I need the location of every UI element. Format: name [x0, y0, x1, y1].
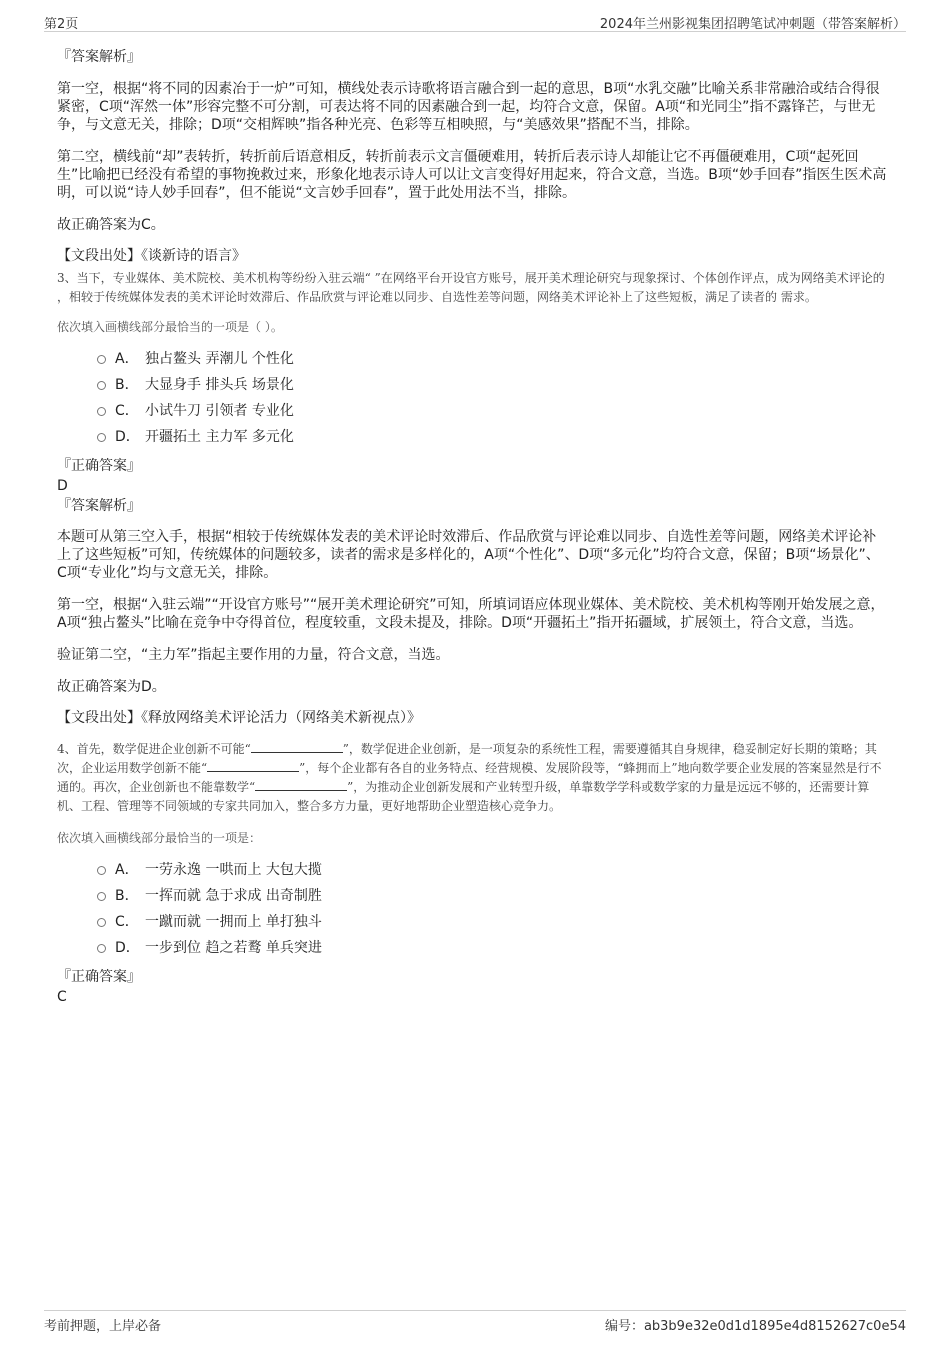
conclusion-text: 故正确答案为D。 — [57, 679, 166, 695]
fill-blank — [207, 760, 299, 772]
option-c[interactable]: C． 小试牛刀 引领者 专业化 — [97, 398, 889, 424]
radio-icon[interactable] — [97, 866, 106, 875]
analysis-paragraph: 第二空，横线前“却”表转折，转折前后语意相反，转折前表示文言僵硬难用，转折后表示诗人却能让它不再僵硬难用，C项“起死回生”比喻把已经没有希望的事物挽救过来，形象化地表示诗人可以让文言变得好用起来，符合文意，当选。B项“妙手回春”指医生医术高明，可以说“诗人妙手回春”，但不能说“文言妙手回春”，置于此处用法不当，排除。 — [57, 149, 887, 201]
page-header — [44, 13, 906, 32]
analysis-paragraph: 第一空，根据“入驻云端”“开设官方账号”“展开美术理论研究”可知，所填词语应体现业媒体、美术院校、美术机构等刚开始发展之意，A项“独占鳌头”比喻在竞争中夺得首位，程度较重，文段未提及，排除。D项“开疆拓土”指开拓疆域，扩展领土，符合文意，当选。 — [57, 597, 885, 631]
correct-answer-label: 『正确答案』 — [57, 969, 141, 985]
analysis-paragraph: 第一空，根据“将不同的因素冶于一炉”可知，横线处表示诗歌将语言融合到一起的意思，B项“水乳交融”比喻关系非常融洽或结合得很紧密，C项“浑然一体”形容完整不可分割，可表达将不同的因素融合到一起，均符合文意，保留。A项“和光同尘”指不露锋芒，与世无争，与文意无关，排除；D项“交相辉映”指各种光亮、色彩等互相映照，与“美感效果”搭配不当，排除。 — [57, 81, 880, 133]
question-text: 3、当下，专业媒体、美术院校、美术机构等纷纷入驻云端“ ”在网络平台开设官方账号，展开美术理论研究与现象探讨、个体创作评点，成为网络美术评论的 ，相较于传统媒体发表的美术评论时效滞后、作品欣赏与评论难以同步、自选性差等问题，网络美术评论补上了这些短板，满足了读者的 需求。 — [57, 271, 885, 304]
radio-icon[interactable] — [97, 381, 106, 390]
option-a[interactable]: A． 一劳永逸 一哄而上 大包大揽 — [97, 857, 889, 883]
footer-slogan: 考前押题，上岸必备 — [44, 1319, 162, 1334]
analysis-paragraph: 本题可从第三空入手，根据“相较于传统媒体发表的美术评论时效滞后、作品欣赏与评论难以同步、自选性差等问题，网络美术评论补上了这些短板”可知，传统媒体的问题较多，读者的需求是多样化的，A项“个性化”、D项“多元化”均符合文意，保留；B项“场景化”、C项“专业化”均与文意无关，排除。 — [57, 529, 880, 581]
option-list — [57, 857, 889, 961]
option-a[interactable]: A． 独占鳌头 弄潮儿 个性化 — [97, 346, 889, 372]
option-c[interactable]: C． 一蹴而就 一拥而上 单打独斗 — [97, 909, 889, 935]
question-prompt: 依次填入画横线部分最恰当的一项是： — [57, 831, 262, 845]
source-citation: 【文段出处】《谈新诗的语言》 — [57, 248, 246, 264]
question-prompt: 依次填入画横线部分最恰当的一项是（ ）。 — [57, 320, 283, 334]
radio-icon[interactable] — [97, 407, 106, 416]
correct-answer: D — [57, 478, 68, 494]
document-id: 编号：ab3b9e32e0d1d1895e4d8152627c0e54 — [604, 1319, 906, 1334]
radio-icon[interactable] — [97, 944, 106, 953]
option-b[interactable]: B． 一挥而就 急于求成 出奇制胜 — [97, 883, 889, 909]
option-b[interactable]: B． 大显身手 排头兵 场景化 — [97, 372, 889, 398]
fill-blank — [255, 779, 347, 791]
correct-answer: C — [57, 989, 67, 1005]
radio-icon[interactable] — [97, 355, 106, 364]
option-d[interactable]: D． 一步到位 趋之若鹜 单兵突进 — [97, 935, 889, 961]
radio-icon[interactable] — [97, 918, 106, 927]
page-footer — [44, 1310, 906, 1333]
question-text: 4、首先，数学促进企业创新不可能“ ”，数学促进企业创新，是一项复杂的系统性工程，需要遵循其自身规律，稳妥制定好长期的策略；其次，企业运用数学创新不能“ ”，每个企业都有各自的业务特点、经营规模、发展阶段等，“蜂拥而上”地向数学要企业发展的答案显然是行不通的。再次，企业创新也不能靠数学“ ”，为推动企业创新发展和产业转型升级，单靠数学学科或数学家的力量是远远不够的，还需要计算机、工程、管理等不同领域的专家共同加入，整合多方力量，更好地帮助企业塑造核心竞争力。 — [57, 742, 882, 813]
source-citation: 【文段出处】《释放网络美术评论活力（网络美术新视点）》 — [57, 710, 421, 726]
analysis-label: 『答案解析』 — [57, 49, 141, 65]
page-content — [57, 47, 889, 1007]
option-d[interactable]: D． 开疆拓土 主力军 多元化 — [97, 424, 889, 450]
fill-blank — [251, 741, 343, 753]
conclusion-text: 故正确答案为C。 — [57, 217, 165, 233]
analysis-paragraph: 验证第二空，“主力军”指起主要作用的力量，符合文意，当选。 — [57, 647, 450, 663]
option-list — [57, 346, 889, 450]
radio-icon[interactable] — [97, 433, 106, 442]
correct-answer-label: 『正确答案』 — [57, 458, 141, 474]
radio-icon[interactable] — [97, 892, 106, 901]
page-number: 第2页 — [44, 17, 79, 32]
analysis-label: 『答案解析』 — [57, 498, 141, 514]
document-title: 2024年兰州影视集团招聘笔试冲刺题（带答案解析） — [599, 17, 906, 32]
